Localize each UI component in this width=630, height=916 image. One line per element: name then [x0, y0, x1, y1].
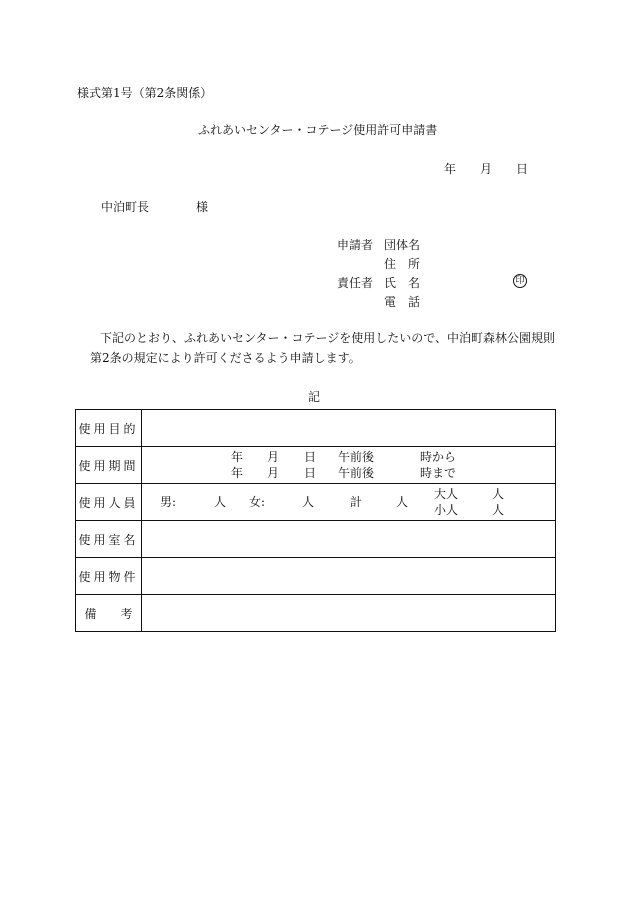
- period-from-day: 日: [304, 450, 317, 464]
- period-to-ampm: 午前後: [338, 466, 375, 480]
- period-field[interactable]: [142, 447, 556, 484]
- period-to-day: 日: [304, 466, 317, 480]
- document-title: ふれあいセンター・コテージ使用許可申請書: [198, 123, 438, 137]
- address-label: 住 所: [384, 257, 421, 271]
- body-text: 下記のとおり、ふれあいセンター・コテージを使用したいので、中泊町森林公園規則第2条の規定により許可くださるよう申請します。: [90, 331, 556, 365]
- items-field[interactable]: [142, 558, 556, 595]
- period-to-year: 年: [231, 466, 244, 480]
- remarks-field[interactable]: [142, 595, 556, 632]
- period-from-time: 時から: [420, 450, 457, 464]
- people-label: 使用人員: [76, 484, 142, 521]
- items-label: 使用物件: [76, 558, 142, 595]
- seal-mark: 印: [513, 274, 527, 288]
- period-row: [76, 447, 556, 484]
- period-from-ampm: 午前後: [338, 450, 375, 464]
- child-unit: 人: [492, 503, 505, 517]
- room-field[interactable]: [142, 521, 556, 558]
- remarks-label: 備 考: [76, 595, 142, 632]
- remarks-row: [76, 595, 556, 632]
- total-label: 計: [350, 495, 363, 509]
- period-to-month: 月: [267, 466, 280, 480]
- form-number: 様式第1号（第2条関係）: [77, 86, 213, 100]
- addressee-name: 中泊町長: [101, 200, 150, 214]
- adult-unit: 人: [492, 487, 505, 501]
- total-unit: 人: [396, 495, 409, 509]
- female-label: 女:: [249, 495, 266, 509]
- date-month-label: 月: [480, 162, 493, 176]
- date-day-label: 日: [516, 162, 529, 176]
- period-from-year: 年: [231, 450, 244, 464]
- group-name-label: 団体名: [384, 238, 421, 252]
- child-label: 小人: [434, 503, 459, 517]
- purpose-field[interactable]: [142, 410, 556, 447]
- room-row: [76, 521, 556, 558]
- people-row: [76, 484, 556, 521]
- male-unit: 人: [214, 495, 227, 509]
- addressee-honorific: 様: [196, 200, 209, 214]
- responsible-label: 責任者: [337, 276, 374, 290]
- adult-label: 大人: [434, 487, 459, 501]
- items-row: [76, 558, 556, 595]
- person-name-label: 氏 名: [384, 276, 421, 290]
- purpose-row: [76, 410, 556, 447]
- female-unit: 人: [302, 495, 315, 509]
- people-field[interactable]: [142, 484, 556, 521]
- phone-label: 電 話: [384, 295, 421, 309]
- ki-heading: 記: [308, 390, 321, 404]
- male-label: 男:: [160, 495, 177, 509]
- date-year-label: 年: [444, 162, 457, 176]
- application-table: [75, 409, 556, 632]
- applicant-label: 申請者: [337, 238, 374, 252]
- purpose-label: 使用目的: [76, 410, 142, 447]
- period-to-time: 時まで: [420, 466, 457, 480]
- period-label: 使用期間: [76, 447, 142, 484]
- period-from-month: 月: [267, 450, 280, 464]
- room-label: 使用室名: [76, 521, 142, 558]
